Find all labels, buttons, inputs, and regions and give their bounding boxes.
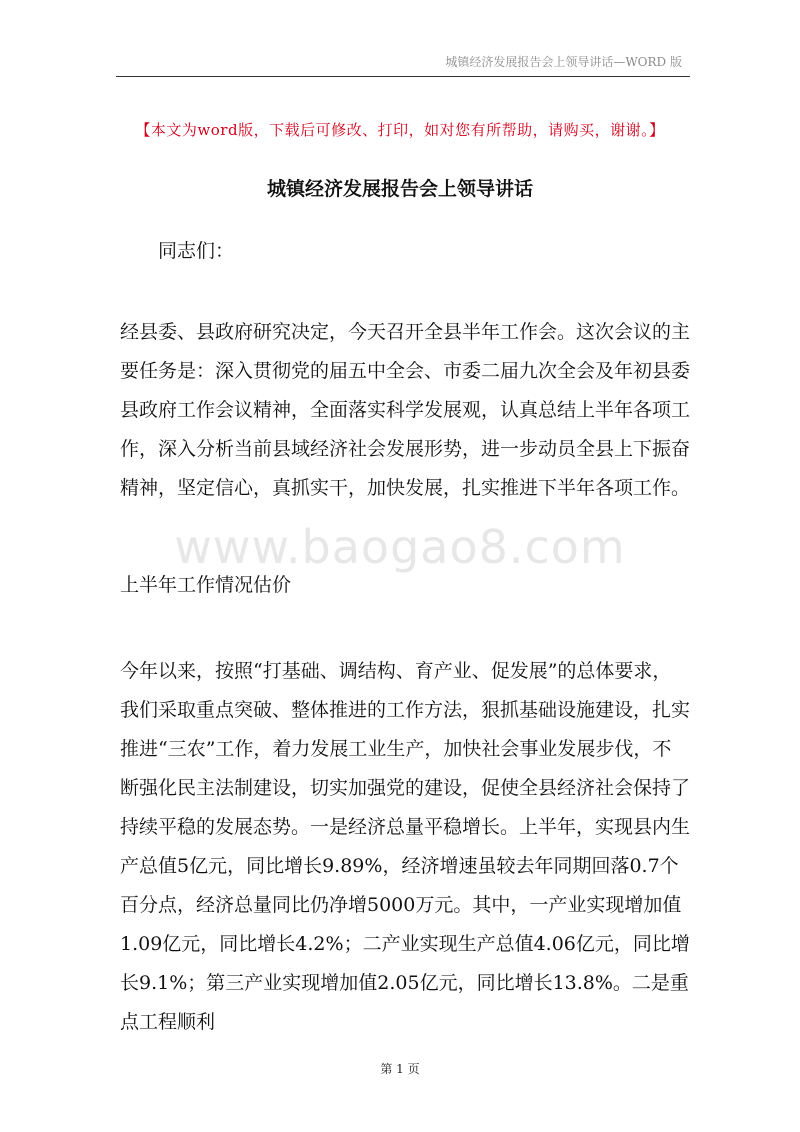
paragraph-review-text: 今年以来，按照“打基础、调结构、育产业、促发展”的总体要求，我们采取重点突破、整体推进的工作方法，狠抓基础设施建设，扎实推进“三农”工作，着力发展工业生产，加快社会事业发展步伐，不断强化民主法制建设，切实加强党的建设，促使全县经济社会保持了持续平稳的发展态势。一是经济总量平稳增长。上半年，实现县内生产总值5亿元，同比增长9.89%，经济增速虽较去年同期回落0.7个百分点，经济总量同比仍净增5000万元。其中，一产业实现增加值1.09亿元，同比增长4.2%；二产业实现生产总值4.06亿元，同比增长9.1%；第三产业实现增加值2.05亿元，同比增长13.8%。二是重点工程顺利 bbox=[120, 660, 691, 1033]
paragraph-review bbox=[120, 652, 690, 1042]
watermark: www.baogao8.com bbox=[174, 520, 626, 574]
header-divider bbox=[116, 76, 690, 77]
section-heading: 上半年工作情况估价 bbox=[120, 574, 292, 596]
purchase-notice: 【本文为word版，下载后可修改、打印，如对您有所帮助，请购买，谢谢。】 bbox=[135, 121, 665, 139]
salutation: 同志们： bbox=[158, 240, 235, 262]
page-number: 第 1 页 bbox=[380, 1062, 420, 1076]
paragraph-intro-text: 经县委、县政府研究决定，今天召开全县半年工作会。这次会议的主要任务是：深入贯彻党的届五中全会、市委二届九次全会及年初县委县政府工作会议精神，全面落实科学发展观，认真总结上半年各项工作，深入分析当前县域经济社会发展形势，进一步动员全县上下振奋精神，坚定信心，真抓实干，加快发展，扎实推进下半年各项工作。 bbox=[120, 321, 691, 499]
document-title: 城镇经济发展报告会上领导讲话 bbox=[266, 178, 533, 200]
page-header: 城镇经济发展报告会上领导讲话—WORD 版 bbox=[445, 55, 682, 69]
paragraph-intro bbox=[120, 313, 690, 508]
